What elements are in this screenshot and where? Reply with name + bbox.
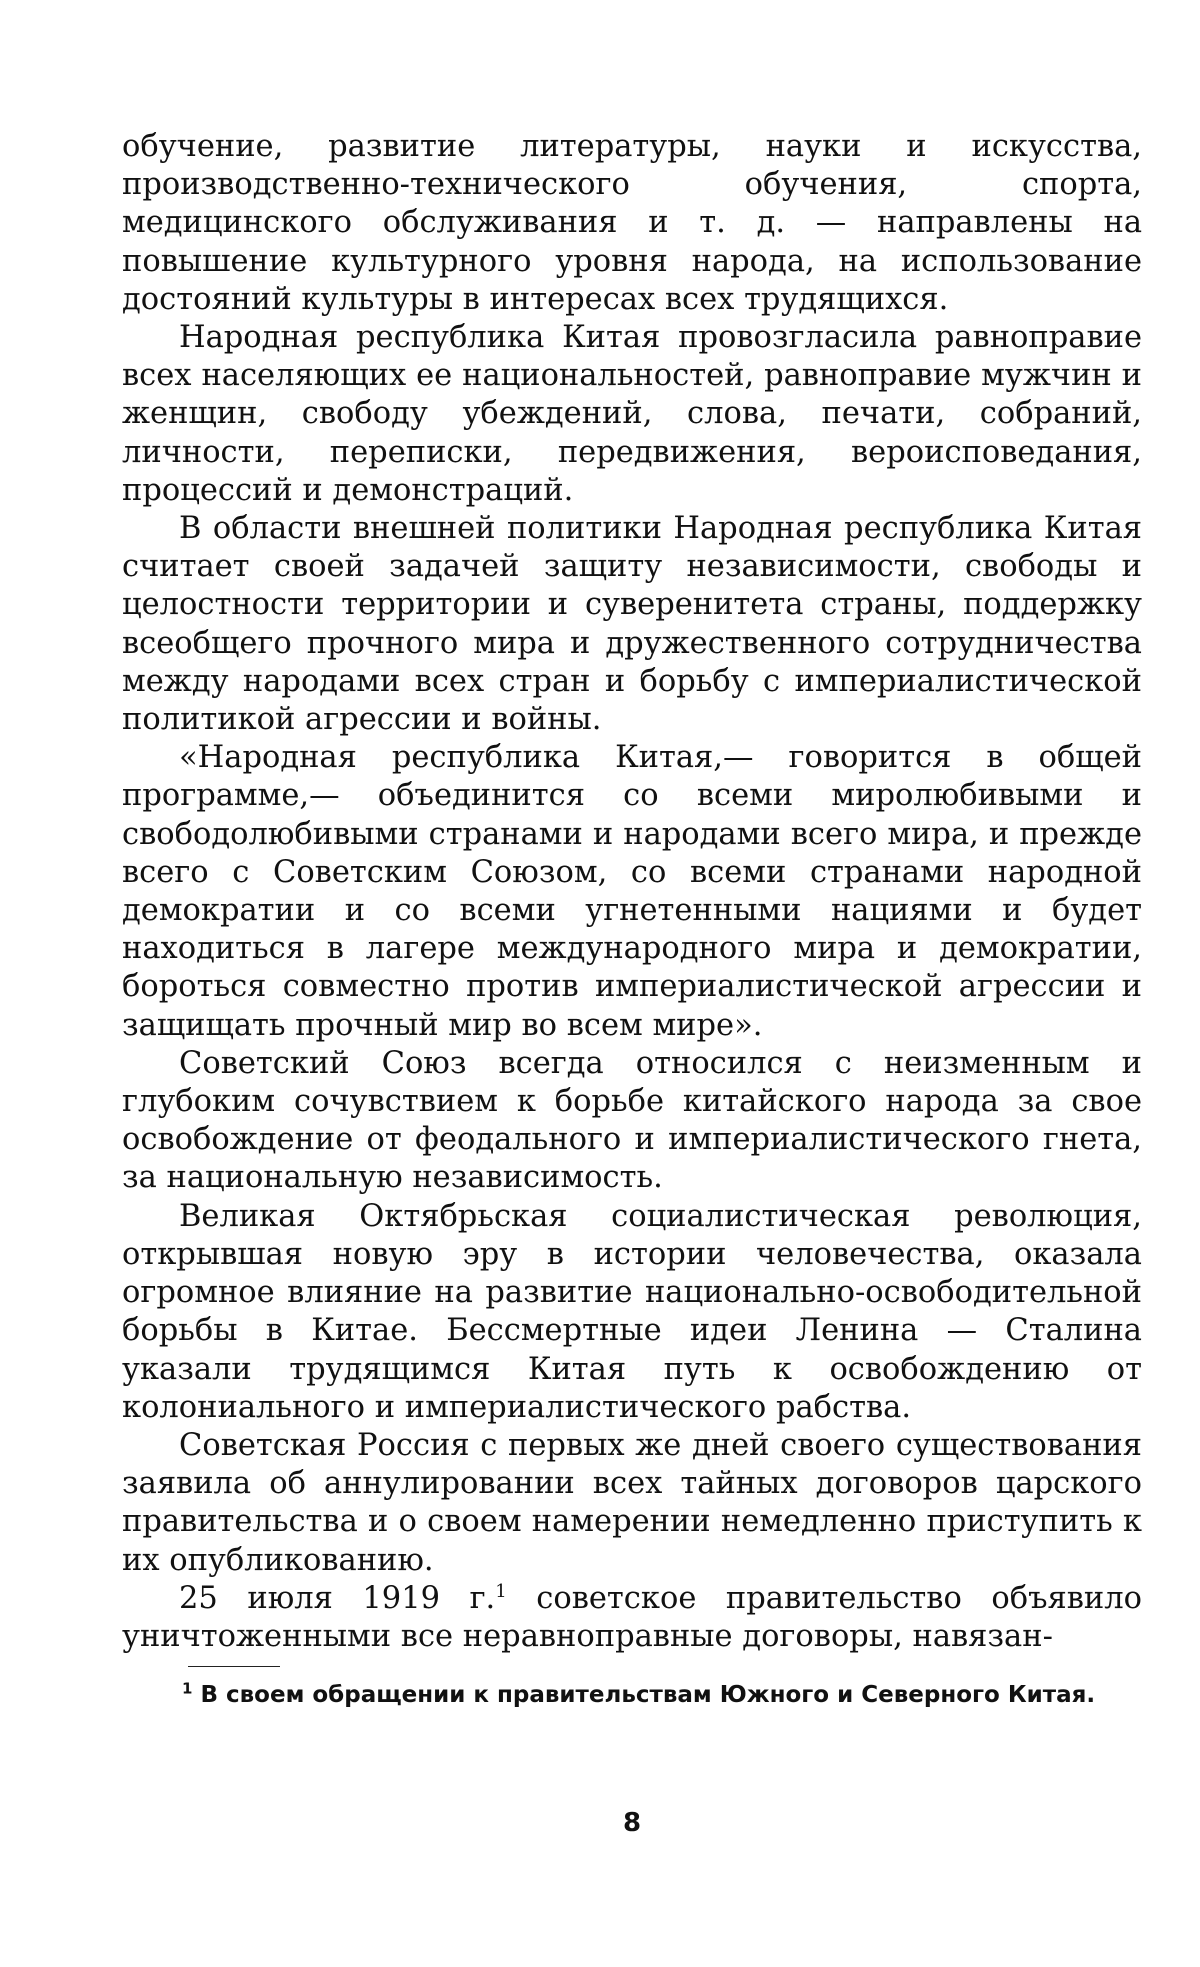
paragraph-program-quote: «Народная республика Китая,— говорится в общей программе,— объединится со всеми миролюбивыми и свободолюбивыми странами и народами всего мира, и прежде всего с Советским Союзом, со всеми странами народной демократии и со всеми угнетенными нациями и будет находиться в лагере международного мира и демократии, бороться совместно против империалистической агрессии и защищать прочный мир во всем мире». <box>122 740 1142 1043</box>
paragraph-july-1919 <box>122 1580 1142 1656</box>
book-page <box>122 128 1142 1888</box>
footnote <box>122 1679 1142 1711</box>
paragraph-equality: Народная республика Китая провозгласила равноправие всех населяющих ее национальностей, равноправие мужчин и женщин, свободу убеждений, слова, печати, собраний, личности, переписки, передвижения, вероисповедания, процессий и демонстраций. <box>122 320 1142 508</box>
paragraph-foreign-policy: В области внешней политики Народная республика Китая считает своей задачей защиту независимости, свободы и целостности территории и суверенитета страны, поддержку всеобщего прочного мира и дружественного сотрудничества между народами всех стран и борьбу с империалистической политикой агрессии и войны. <box>122 511 1142 738</box>
page-body <box>122 128 1142 1656</box>
footnote-divider <box>188 1666 280 1667</box>
paragraph-october-revolution: Великая Октябрьская социалистическая революция, открывшая новую эру в истории человечества, оказала огромное влияние на развитие национально-освободительной борьбы в Китае. Бессмертные идеи Ленина — Сталина указали трудящимся Китая путь к освобождению от колониального и империалистического рабства. <box>122 1198 1142 1425</box>
paragraph-continuation: обучение, развитие литературы, науки и искусства, производственно-технического обучения, спорта, медицинского обслуживания и т. д. — направлены на повышение культурного уровня народа, на использование достояний культуры в интересах всех трудящихся. <box>122 129 1142 317</box>
footnote-reference-mark: 1 <box>495 1580 507 1602</box>
paragraph-rest-text: советское правительство объявило уничтоженными все неравноправные договоры, навязан- <box>122 1580 1142 1654</box>
paragraph-soviet-russia: Советская Россия с первых же дней своего существования заявила об аннулировании всех тайных договоров царского правительства и о своем намерении немедленно приступить к их опубликованию. <box>122 1427 1142 1578</box>
paragraph-soviet-sympathy: Советский Союз всегда относился с неизменным и глубоким сочувствием к борьбе китайского народа за свое освобождение от феодального и империалистического гнета, за национальную независимость. <box>122 1045 1142 1196</box>
paragraph-date-text: 25 июля 1919 г. <box>179 1580 496 1616</box>
footnote-mark: 1 <box>182 1679 193 1698</box>
page-number: 8 <box>622 1808 642 1838</box>
footnote-text: В своем обращении к правительствам Южного и Северного Китая. <box>192 1682 1096 1709</box>
